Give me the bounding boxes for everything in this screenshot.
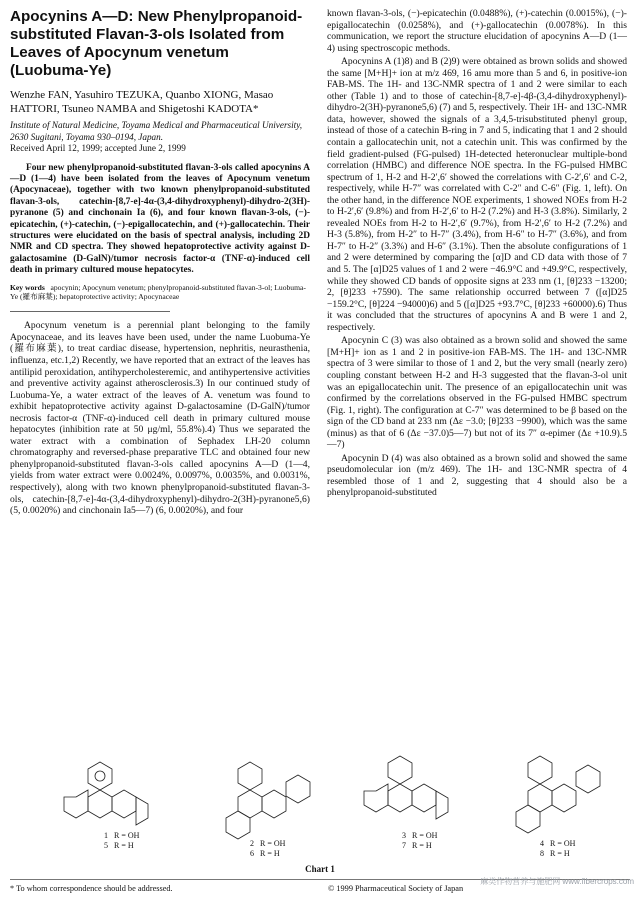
structure-number: 3 — [402, 831, 406, 840]
affiliation: Institute of Natural Medicine, Toyama Medical and Pharmaceutical University, 2630 Sugitani, Toyama 930–0194, Japan. — [10, 120, 303, 142]
structure-group-4 — [516, 756, 600, 833]
structure-r-label: R = H — [260, 849, 280, 858]
structure-r-label: R = H — [550, 849, 570, 858]
left-column — [10, 8, 310, 519]
keywords-text: apocynin; Apocynum venetum; phenylpropanoid-substituted flavan-3-ol; Luobuma-Ye (羅布麻葉); hepatoprotective activity; Apocynaceae — [10, 282, 306, 301]
structure-r-label: R = H — [114, 841, 134, 850]
paper-title: Apocynins A—D: New Phenylpropanoid-substituted Flavan-3-ols Isolated from Leaves of Apocynum venetum (Luobuma-Ye) — [10, 8, 303, 79]
body-paragraph: Apocynin D (4) was also obtained as a brown solid and showed the same pseudomolecular ion (m/z 469). The 1H- and 13C-NMR spectra of 4 resembled those of 1 and 2, suggesting that 4 should also be a phenylpropanoid-substituted — [327, 452, 627, 499]
section-divider — [10, 311, 170, 312]
copyright-notice: © 1999 Pharmaceutical Society of Japan — [328, 884, 464, 893]
keywords-label: Key words — [10, 282, 45, 292]
structure-r-label: R = OH — [412, 831, 438, 840]
structure-number: 6 — [250, 849, 254, 858]
chemical-structures-chart — [20, 742, 620, 860]
structure-number: 4 — [540, 839, 544, 848]
site-watermark: 麻类作物营养与施肥网 www.fibercrops.com — [480, 877, 634, 886]
structure-number: 7 — [402, 841, 406, 850]
abstract: Four new phenylpropanoid-substituted flavan-3-ols called apocynins A—D (1—4) have been isolated from the leaves of Apocynum venetum (Apocynaceae), together with two known phenylpropanoid-substituted flavan-3-ols, catechin-[8,7-e]-4α-(3,4-dihydroxyphenyl)-dihydro-2(3H)-pyranone (5) and cinchonain Ia (6), and four known flavan-3-ols, (−)-epicatechin, (+)-catechin, (−)-epigallocatechin, and (+)-gallocatechin. Their structures were elucidated on the basis of spectral analysis, including 2D NMR and CD spectra. They showed hepatoprotective activity against D-galactosamine (D-GalN)/tumor necrosis factor-α (TNF-α)-induced cell death in primary cultured mouse hepatocytes. — [10, 162, 310, 276]
chart-caption: Chart 1 — [305, 864, 335, 874]
structure-number: 8 — [540, 849, 544, 858]
author-list: Wenzhe FAN, Yasuhiro TEZUKA, Quanbo XIONG, Masao HATTORI, Tsuneo NAMBA and Shigetoshi KADOTA* — [10, 89, 274, 115]
keywords — [10, 283, 310, 302]
structure-number: 2 — [250, 839, 254, 848]
structure-number: 1 — [104, 831, 108, 840]
body-paragraph: Apocynins A (1)8) and B (2)9) were obtained as brown solids and showed the same [M+H]+ ion at m/z 469, 16 amu more than 5 and 6, in positive-ion FAB-MS. The 1H- and 13C-NMR spectra of 1 and 2 were similar to each other (Table 1) and to those of catechin-[8,7-e]-4β-(3,4-dihydroxyphenyl)-dihydro-2(3H)-pyranone5,6) (7) and 5, respectively. Their 1H- and 13C-NMR data, however, showed the signals of a 3,4,5-trisubstituted phenyl group, instead of those of a catechin B-ring in 7 and 5, indicating that 1 and 2 should contain a gallocatechin unit, not a catechin unit. This was confirmed by the field gradient-pulsed (FG-pulsed) 1H-detected heteronuclear multiple-bond correlation (HMBC) and difference NOE spectra. In the FG-pulsed HMBC spectrum of 1, H-2 and H-2′,6′ showed the correlations with C-2′,6′ and C-2, respectively, while H-7″ was correlated with C-2″ and C-6″ (Fig. 1, left). On the other hand, in the difference NOE experiments, 1 showed NOEs from H-2 to H-2′,6′ (9.8%) and from H-2′,6′ to H-2 (7.2%) and H-3 (3.8%). Similarly, 2 revealed NOEs from H-2 to H-2′,6′ (9.7%), from H-2′,6′ to H-2 (7.2%) and H-3 (5.8%), from H-2″ to H-7″ (3.4%), from H-6″ to H-7″ (3.6%), and from H-7″ to H-2″ (3.3%) and H-6″ (3.1%). Then the absolute configurations of 1 and 2 were determined by comparing the [α]D and CD data with those of 7 and 5. The [α]D25 values of 1 and 2 were −46.9°C and +49.9°C, respectively, while they showed CD bands of opposite signs at 233 nm (1, [θ]233 −13200; 2, [θ]233 +7590). The same relationship occurred between 7 ([α]D25 −159.2°C, [θ]224 −94000)6) and 5 ([α]D25 +93.7°C, [θ]233 +60000).6) Thus it was concluded that the structures of apocynins A and B were 1 and 2, respectively. — [327, 56, 627, 333]
structure-r-label: R = OH — [260, 839, 286, 848]
body-paragraph: Apocynin C (3) was also obtained as a brown solid and showed the same [M+H]+ ion as 1 and 2 in positive-ion FAB-MS. The 1H- and 13C-NMR spectra of 3 were similar to those of 1 and 2, but the very small (nearly zero) coupling constant between H-2 and H-3 suggested that the flavan-3-ol unit was an epigallocatechin unit. The presence of an epigallocatechin unit was confirmed by the correlations observed in the FG-pulsed HMBC spectrum (Fig. 1, right). The configuration at C-7″ was determined to be β based on the sign of the CD band at 233 nm (Δε −3.0; [θ]233 −9900), which was the same (minus) as that of 6 (Δε −37.0)5—7) but not of its 7″ α-epimer (Δε +10.9).5—7) — [327, 335, 627, 451]
structure-group-1 — [64, 762, 148, 825]
received-date: Received April 12, 1999; accepted June 2, 1999 — [10, 143, 186, 153]
structure-r-label: R = H — [412, 841, 432, 850]
correspondence-footnote: * To whom correspondence should be addressed. — [10, 884, 173, 893]
body-paragraph: Apocynum venetum is a perennial plant belonging to the family Apocynaceae, and its leaves have been used, under the name Luobuma-Ye (羅布麻葉), to treat cardiac disease, hypertension, nephritis, neurasthenia, influenza, etc.1,2) Recently, we have reported that an extract of the leaves has antilipid peroxidation, antihypercholesteremic, and antihypertensive activities and preventive activity against atherosclerosis.3) In our continued study of Luobuma-Ye, a water extract of the leaves of A. venetum was found to exhibit hepatoprotective activity against D-galactosamine (D-GalN)/tumor necrosis factor-α (TNF-α)-induced cell death in primary cultured mouse hepatocytes (inhibition rate at 50 μg/ml, 55.8%).4) Thus we separated the water extract with a combination of Sephadex LH-20 column chromatography and reversed-phase preparative TLC and obtained four new phenylpropanoid-substituted flavan-3-ols called apocynins A—D (1—4, yields from water extract were 0.0024%, 0.0097%, 0.0035%, and 0.0031%, respectively), along with two known phenylpropanoid-substituted flavan-3-ols, catechin-[8,7-e]-4α-(3,4-dihydroxyphenyl)-dihydro-2(3H)-pyranone5,6) (5, 0.0020%) and cinchonain Ia5—7) (6, 0.0020%), and four — [10, 320, 310, 517]
body-paragraph: known flavan-3-ols, (−)-epicatechin (0.0488%), (+)-catechin (0.0015%), (−)-epigallocatechin (0.0258%), and (+)-gallocatechin (0.0078%). In this communication, we report the structure elucidation of apocynins A—D (1—4) using spectroscopic methods. — [327, 8, 627, 54]
structure-group-2 — [226, 762, 310, 839]
structure-group-3 — [364, 756, 448, 819]
structure-number: 5 — [104, 841, 108, 850]
structure-r-label: R = OH — [550, 839, 576, 848]
right-column — [327, 8, 627, 501]
structure-r-label: R = OH — [114, 831, 140, 840]
structure-labels — [104, 831, 576, 858]
